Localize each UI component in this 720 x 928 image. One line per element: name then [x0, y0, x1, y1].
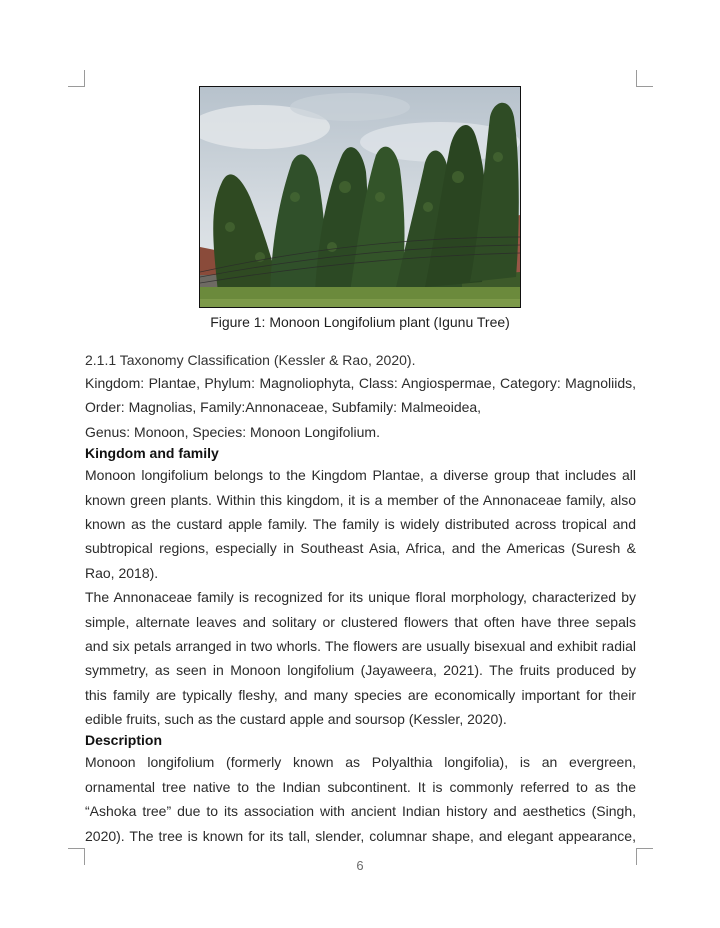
- paragraph-line: Rao, 2018).: [85, 564, 159, 581]
- paragraph-line: Monoon longifolium belongs to the Kingdom Plantae, a diverse group that includes all: [85, 467, 636, 484]
- taxonomy-line: Order: Magnolias, Family:Annonaceae, Subfamily: Malmeoidea,: [85, 399, 482, 416]
- paragraph-line: ornamental tree native to the Indian subcontinent. It is commonly referred to as the: [85, 778, 636, 795]
- paragraph-line: known as the custard apple family. The family is widely distributed across tropical and: [85, 515, 636, 532]
- kingdom-family-heading: Kingdom and family: [85, 445, 219, 462]
- paragraph-line: edible fruits, such as the custard apple and soursop (Kessler, 2020).: [85, 711, 507, 728]
- section-heading: 2.1.1 Taxonomy Classification (Kessler & Rao, 2020).: [85, 352, 416, 368]
- paragraph-line: this family are typically fleshy, and many species are economically important for their: [85, 686, 636, 703]
- taxonomy-line: Kingdom: Plantae, Phylum: Magnoliophyta, Class: Angiospermae, Category: Magnoliids,: [85, 375, 636, 391]
- igunu-tree-photo-illustration: [200, 87, 520, 307]
- paragraph-line: “Ashoka tree” due to its association with ancient Indian history and aesthetics (Singh,: [85, 803, 636, 820]
- paragraph-line: and six petals arranged in two whorls. The flowers are usually bisexual and exhibit radial: [85, 637, 636, 654]
- paragraph-line: 2020). The tree is known for its tall, slender, columnar shape, and elegant appearance,: [85, 827, 636, 844]
- taxonomy-line: Genus: Monoon, Species: Monoon Longifolium.: [85, 423, 380, 440]
- margin-corner-top-left: [68, 70, 85, 87]
- figure-caption: [0, 314, 720, 330]
- paragraph-line: simple, alternate leaves and solitary or clustered flowers that often have three sepals: [85, 613, 636, 630]
- paragraph-line: known green plants. Within this kingdom, it is a member of the Annonaceae family, also: [85, 491, 636, 508]
- paragraph-line: The Annonaceae family is recognized for its unique floral morphology, characterized by: [85, 589, 636, 606]
- paragraph-line: Monoon longifolium (formerly known as Polyalthia longifolia), is an evergreen,: [85, 754, 636, 771]
- page-number: 6: [356, 858, 364, 873]
- figure-caption-text: : Monoon Longifolium plant (Igunu Tree): [261, 314, 510, 330]
- figure-caption-label: Figure 1: [210, 314, 262, 330]
- paragraph-line: symmetry, as seen in Monoon longifolium (Jayaweera, 2021). The fruits produced by: [85, 662, 636, 679]
- paragraph-line: subtropical regions, especially in Southeast Asia, Africa, and the Americas (Suresh &: [85, 540, 636, 557]
- description-heading: Description: [85, 732, 163, 749]
- document-body: [85, 350, 636, 848]
- figure-1-photo: [199, 86, 521, 308]
- margin-corner-top-right: [636, 70, 653, 87]
